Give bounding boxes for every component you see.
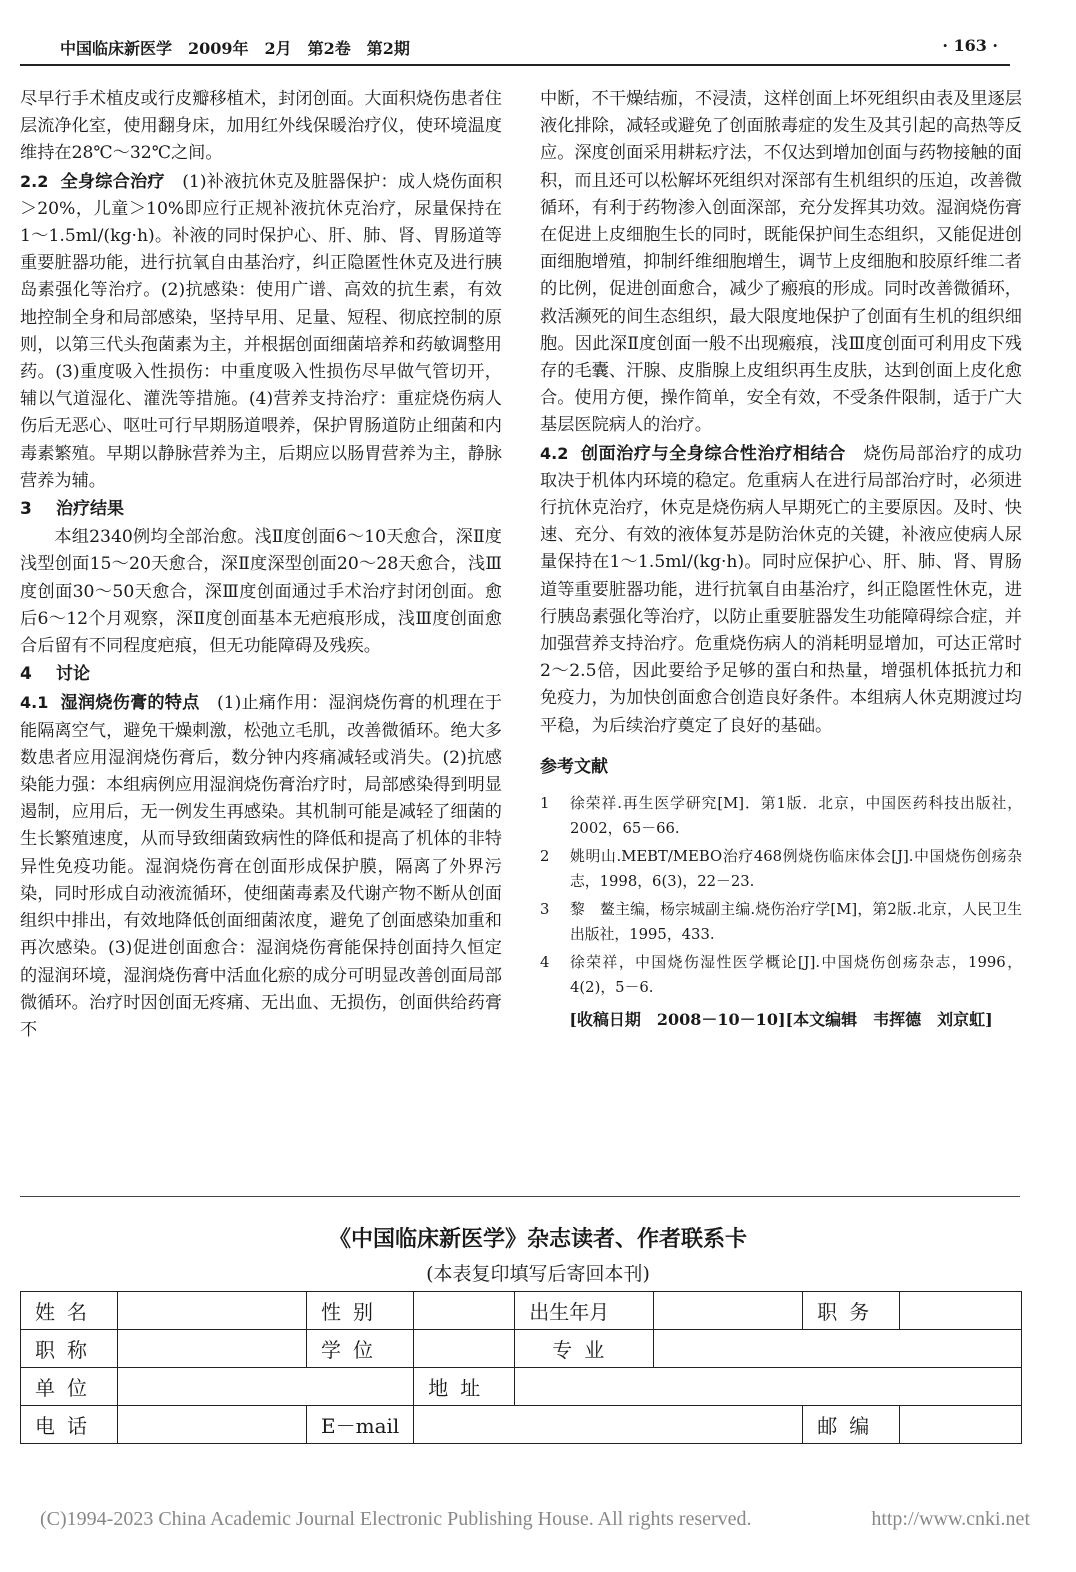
section-title: 湿润烧伤膏的特点: [60, 693, 200, 714]
unit-field[interactable]: [118, 1368, 414, 1406]
degree-field[interactable]: [414, 1330, 515, 1368]
address-field[interactable]: [515, 1368, 1022, 1406]
section-title: 全身综合治疗: [60, 171, 165, 192]
unit-label: 单位: [21, 1368, 118, 1406]
section-title: 讨论: [56, 664, 90, 685]
section-4-1: [20, 689, 502, 1044]
gender-label: 性别: [307, 1292, 414, 1330]
birth-field[interactable]: [654, 1292, 803, 1330]
form-row: [21, 1292, 1022, 1330]
zip-label: 邮编: [803, 1406, 900, 1444]
title-field[interactable]: [118, 1330, 307, 1368]
section-title: 治疗结果: [56, 499, 124, 520]
running-header: [60, 36, 1020, 66]
paragraph-continuation: 尽早行手术植皮或行皮瓣移植术，封闭创面。大面积烧伤患者住层流净化室，使用翻身床，加用红外线保暖治疗仪，使环境温度维持在28℃～32℃之间。: [20, 89, 502, 164]
reference-item: [540, 897, 1022, 947]
form-row: [21, 1368, 1022, 1406]
paragraph-continuation: 中断，不干燥结痂，不浸渍，这样创面上坏死组织由表及里逐层液化排除，减轻或避免了创面脓毒症的发生及其引起的高热等反应。深度创面采用耕耘疗法，不仅达到增加创面与药物接触的面积，而且还可以松解坏死组织对深部有生机组织的压迫，改善微循环，有利于药物渗入创面深部，充分发挥其功效。湿润烧伤膏在促进上皮细胞生长的同时，既能保护间生态组织，又能促进创面细胞增殖，抑制纤维细胞增生，调节上皮细胞和胶原纤维二者的比例，促进创面愈合，减少了瘢痕的形成。同时改善微循环，救活濒死的间生态组织，最大限度地保护了创面有生机的组织细胞。因此深Ⅱ度创面一般不出现瘢痕，浅Ⅲ度创面可利用皮下残存的毛囊、汗腺、皮脂腺上皮组织再生皮肤，达到创面上皮化愈合。使用方便，操作简单，安全有效，不受条件限制，适于广大基层医院病人的治疗。: [540, 89, 1022, 436]
major-field[interactable]: [654, 1330, 1022, 1368]
references-heading: 参考文献: [540, 756, 608, 777]
journal-issue-line: 中国临床新医学 2009年 2月 第2卷 第2期: [60, 39, 410, 58]
email-field[interactable]: [414, 1406, 803, 1444]
post-label: 职务: [803, 1292, 900, 1330]
reference-text: 徐荣祥，中国烧伤湿性医学概论[J].中国烧伤创疡杂志，1996，4(2)，5－6.: [570, 954, 1022, 997]
header-rule: [20, 64, 1010, 66]
form-row: [21, 1330, 1022, 1368]
received-date-editor-line: [收稿日期 2008－10－10][本文编辑 韦挥德 刘京虹]: [569, 1010, 993, 1030]
address-label: 地址: [414, 1368, 515, 1406]
page-number: · 163 ·: [942, 36, 998, 55]
references: [540, 754, 1022, 1033]
section-number: 2.2: [20, 171, 49, 191]
reference-number: 4: [540, 954, 550, 972]
right-column: [540, 86, 1022, 1033]
phone-field[interactable]: [118, 1406, 307, 1444]
reference-number: 1: [540, 795, 550, 813]
degree-label: 学位: [307, 1330, 414, 1368]
reference-item: [540, 791, 1022, 841]
name-field[interactable]: [118, 1292, 307, 1330]
section-2-2: [20, 168, 502, 495]
reference-text: 黎 鳌主编，杨宗城副主编.烧伤治疗学[M]，第2版.北京，人民卫生出版社，1995，433.: [570, 901, 1022, 944]
contact-card-title: 《中国临床新医学》杂志读者、作者联系卡: [328, 1227, 747, 1252]
section-3-heading: [20, 496, 502, 523]
title-label: 职称: [21, 1330, 118, 1368]
section-4-2: [540, 440, 1022, 740]
reference-number: 2: [540, 848, 550, 866]
section-text: (1)止痛作用：湿润烧伤膏的机理在于能隔离空气，避免干燥刺激，松弛立毛肌，改善微循环。绝大多数患者应用湿润烧伤膏后，数分钟内疼痛减轻或消失。(2)抗感染能力强：本组病例应用湿润烧伤膏治疗时，局部感染得到明显遏制，应用后，无一例发生再感染。其机制可能是减轻了细菌的生长繁殖速度，从而导致细菌致病性的降低和提高了机体的非特异性免疫功能。湿润烧伤膏在创面形成保护膜，隔离了外界污染，同时形成自动液流循环，使细菌毒素及代谢产物不断从创面组织中排出，有效地降低创面细菌浓度，避免了创面感染加重和再次感染。(3)促进创面愈合：湿润烧伤膏能保持创面持久恒定的湿润环境，湿润烧伤膏中活血化瘀的成分可明显改善创面局部微循环。治疗时因创面无疼痛、无出血、无损伤，创面供给药膏不: [20, 693, 502, 1040]
section-text: (1)补液抗休克及脏器保护：成人烧伤面积＞20%，儿童＞10%即应行正规补液抗休克治疗，尿量保持在1～1.5ml/(kg·h)。补液的同时保护心、肝、肺、肾、胃肠道等重要脏器功能，进行抗氧自由基治疗，纠正隐匿性休克及进行胰岛素强化等治疗。(2)抗感染：使用广谱、高效的抗生素，有效地控制全身和局部感染，坚持早用、足量、短程、彻底控制的原则，以第三代头孢菌素为主，并根据创面细菌培养和药敏调整用药。(3)重度吸入性损伤：中重度吸入性损伤尽早做气管切开，辅以气道湿化、灌洗等措施。(4)营养支持治疗：重症烧伤病人伤后无恶心、呕吐可行早期肠道喂养，保护胃肠道防止细菌和内毒素繁殖。早期以静脉营养为主，后期应以肠胃营养为主，静脉营养为辅。: [20, 171, 502, 491]
reference-number: 3: [540, 901, 550, 919]
major-label: 专业: [515, 1330, 654, 1368]
reference-item: [540, 950, 1022, 1000]
gender-field[interactable]: [414, 1292, 515, 1330]
reference-text: 姚明山.MEBT/MEBO治疗468例烧伤临床体会[J].中国烧伤创疡杂志，1998，6(3)，22－23.: [570, 848, 1022, 891]
birth-label: 出生年月: [515, 1292, 654, 1330]
results-paragraph: 本组2340例均全部治愈。浅Ⅱ度创面6～10天愈合，深Ⅱ度浅型创面15～20天愈合，深Ⅱ度深型创面20～28天愈合，浅Ⅲ度创面30～50天愈合，深Ⅲ度创面通过手术治疗封闭创面。愈后6～12个月观察，深Ⅱ度创面基本无疤痕形成，浅Ⅲ度创面愈合后留有不同程度疤痕，但无功能障碍及残疾。: [20, 527, 502, 657]
section-title: 创面治疗与全身综合性治疗相结合: [580, 443, 846, 464]
section-text: 烧伤局部治疗的成功取决于机体内环境的稳定。危重病人在进行局部治疗时，必须进行抗休克治疗，休克是烧伤病人早期死亡的主要原因。及时、快速、充分、有效的液体复苏是防治休克的关键，补液应使病人尿量保持在1～1.5ml/(kg·h)。同时应保护心、肝、肺、肾、胃肠道等重要脏器功能，进行抗氧自由基治疗，纠正隐匿性休克，进行胰岛素强化等治疗，以防止重要脏器发生功能障碍综合症，并加强营养支持治疗。危重烧伤病人的消耗明显增加，可达正常时2～2.5倍，因此要给予足够的蛋白和热量，增强机体抵抗力和免疫力，为加快创面愈合创造良好条件。本组病人休克期渡过均平稳，为后续治疗奠定了良好的基础。: [540, 443, 1022, 736]
copyright-text: (C)1994-2023 China Academic Journal Electronic Publishing House. All rights reserved.: [40, 1508, 752, 1530]
email-label: E－mail: [307, 1406, 414, 1444]
phone-label: 电话: [21, 1406, 118, 1444]
page-divider: [20, 1196, 1020, 1197]
section-number: 4: [20, 664, 32, 685]
form-row: [21, 1406, 1022, 1444]
section-number: 4.2: [540, 443, 569, 463]
zip-field[interactable]: [900, 1406, 1022, 1444]
contact-card-form: [20, 1291, 1022, 1444]
reference-list: [540, 791, 1022, 1000]
contact-card-subtitle: (本表复印填写后寄回本刊): [426, 1263, 650, 1285]
name-label: 姓名: [21, 1292, 118, 1330]
footer-url[interactable]: http://www.cnki.net: [871, 1508, 1030, 1530]
section-4-heading: [20, 661, 502, 688]
post-field[interactable]: [900, 1292, 1022, 1330]
section-number: 3: [20, 499, 32, 520]
left-column: [20, 86, 502, 1044]
reference-item: [540, 844, 1022, 894]
reference-text: 徐荣祥.再生医学研究[M]．第1版．北京，中国医药科技出版社，2002，65－66.: [570, 795, 1022, 838]
section-number: 4.1: [20, 693, 49, 713]
copyright-footer: [40, 1508, 1040, 1531]
